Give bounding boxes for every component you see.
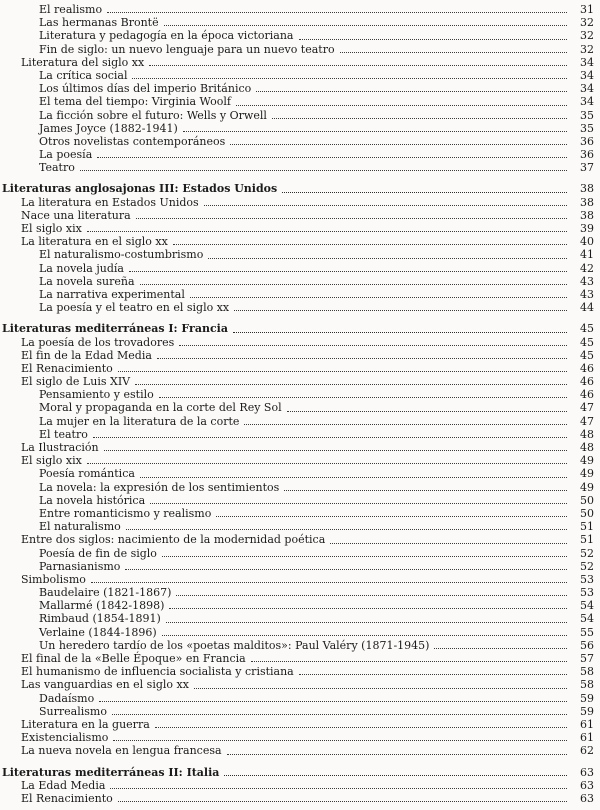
dot-leader [287,411,567,412]
page-number: 50 [580,493,594,507]
dot-leader [216,516,567,517]
dot-leader [136,218,567,219]
toc-row [0,454,600,467]
toc-row [0,122,600,135]
dot-leader [118,371,567,372]
toc-entry-title: La Edad Media [21,778,106,792]
toc-row [0,428,600,441]
toc-entry-title: El Renacimiento [21,791,113,805]
toc-entry-title: El final de la «Belle Époque» en Francia [21,652,246,665]
dot-leader [99,701,567,702]
toc-row [0,599,600,612]
page-number: 34 [580,68,594,82]
dot-leader [93,437,567,438]
page-number: 63 [580,791,594,805]
toc-entry-title: El Renacimiento [21,361,113,375]
dot-leader [244,424,567,425]
dot-leader [162,635,567,636]
toc-entry-title: La novela sureña [39,274,135,288]
toc-entry-title: Fin de siglo: un nuevo lenguaje para un nuevo teatro [39,42,335,56]
page-number: 59 [580,691,594,705]
dot-leader [135,384,567,385]
toc-row [0,148,600,161]
toc-row [0,494,600,507]
dot-leader [272,118,567,119]
toc-row [0,248,600,261]
toc-row [0,222,600,235]
toc-row [0,362,600,375]
toc-row [0,375,600,388]
toc-row [0,56,600,69]
page-number: 56 [580,638,594,652]
toc-row [0,82,600,95]
toc-row [0,109,600,122]
page-number: 43 [580,287,594,301]
toc-entry-title: Nace una literatura [21,208,131,222]
toc-entry-title: La poesía [39,148,93,162]
dot-leader [434,648,567,649]
toc-entry-title: Otros novelistas contemporáneos [39,134,226,148]
toc-entry-title: James Joyce (1882-1941) [39,121,178,135]
toc-entry-title: La narrativa experimental [39,287,185,301]
toc-entry-title: Literatura en la guerra [21,717,150,731]
toc-entry-title: Rimbaud (1854-1891) [39,612,161,626]
page-number: 42 [580,261,594,275]
page-number: 37 [580,161,594,175]
dot-leader [176,595,567,596]
toc-entry-title: El naturalismo-costumbrismo [39,248,204,262]
dot-leader [157,358,567,359]
page-number: 32 [580,42,594,56]
dot-leader [227,754,567,755]
page-number: 52 [580,559,594,573]
page-number: 46 [580,375,594,389]
page-number: 47 [580,401,594,415]
dot-leader [140,477,567,478]
page-number: 61 [580,731,594,745]
toc-entry-title: Simbolismo [21,572,86,586]
toc-row [0,718,600,731]
dot-leader [112,714,567,715]
dot-leader [107,12,567,13]
dot-leader [256,91,567,92]
toc-entry-title: La mujer en la literatura de la corte [39,414,240,428]
dot-leader [233,332,567,333]
toc-row [0,639,600,652]
page-number: 35 [580,108,594,122]
page-number: 35 [580,121,594,135]
toc-row [0,182,600,195]
toc-entry-title: La literatura en Estados Unidos [21,195,199,209]
dot-leader [155,727,567,728]
toc-row [0,69,600,82]
dot-leader [299,39,568,40]
toc-entry-title: Entre dos siglos: nacimiento de la modernidad poética [21,533,326,547]
dot-leader [230,144,567,145]
toc-entry-title: La novela judía [39,261,124,275]
dot-leader [282,192,567,193]
toc-row [0,275,600,288]
page-number: 49 [580,454,594,468]
toc-row [0,507,600,520]
toc-row [0,731,600,744]
dot-leader [129,271,567,272]
toc-row [0,349,600,362]
dot-leader [251,661,567,662]
toc-entry-title: Teatro [39,161,75,175]
page-number: 34 [580,55,594,69]
toc-row [0,262,600,275]
dot-leader [118,801,567,802]
toc-row [0,235,600,248]
page-number: 54 [580,599,594,613]
page-number: 45 [580,322,594,336]
page-number: 46 [580,388,594,402]
dot-leader [140,284,567,285]
dot-leader [190,297,567,298]
toc-row [0,612,600,625]
toc-entry-title: El humanismo de influencia socialista y cristiana [21,665,294,679]
page-number: 44 [580,301,594,315]
page-number: 52 [580,546,594,560]
toc-row [0,388,600,401]
page-number: 49 [580,467,594,481]
dot-leader [149,65,567,66]
page-number: 39 [580,222,594,235]
page-number: 45 [580,348,594,362]
toc-entry-title: Baudelaire (1821-1867) [39,586,172,600]
toc-entry-title: La ficción sobre el futuro: Wells y Orwell [39,108,267,122]
page-number: 47 [580,414,594,428]
page-number: 57 [580,652,594,665]
toc-row [0,533,600,546]
toc-entry-title: Las hermanas Brontë [39,16,159,30]
dot-leader [208,258,567,259]
toc-row [0,95,600,108]
page-number: 40 [580,235,594,249]
toc-entry-title: El realismo [39,3,103,16]
dot-leader [87,463,567,464]
toc-row [0,161,600,174]
toc-row [0,209,600,222]
dot-leader [284,490,567,491]
toc-row [0,415,600,428]
toc-entry-title: El teatro [39,427,88,441]
page-number: 61 [580,717,594,731]
toc-entry-title: Un heredero tardío de los «poetas malditos»: Paul Valéry (1871-1945) [39,638,430,652]
toc-entry-title: Literatura y pedagogía en la época victoriana [39,29,294,43]
toc-row [0,441,600,454]
toc-row [0,467,600,480]
toc-entry-title: Pensamiento y estilo [39,388,154,402]
toc-entry-title: La poesía y el teatro en el siglo xx [39,301,230,315]
dot-leader [125,569,567,570]
page-number: 58 [580,678,594,692]
dot-leader [126,529,567,530]
page-number: 51 [580,520,594,534]
dot-leader [110,788,567,789]
page-number: 32 [580,29,594,43]
toc-entry-title: Las vanguardias en el siglo xx [21,678,189,692]
toc-entry-title: El naturalismo [39,520,121,534]
dot-leader [80,170,567,171]
toc-row [0,401,600,414]
dot-leader [169,608,567,609]
dot-leader [204,205,567,206]
dot-leader [179,345,567,346]
toc-entry-title: Literatura del siglo xx [21,55,145,69]
toc-entry-title: El siglo xix [21,222,82,235]
dot-leader [113,740,567,741]
toc-row [0,586,600,599]
toc-row [0,196,600,209]
toc-entry-title: Existencialismo [21,731,109,745]
toc-entry-title: La poesía de los trovadores [21,335,175,349]
toc-row [0,779,600,792]
dot-leader [236,105,567,106]
toc-entry-title: El fin de la Edad Media [21,348,152,362]
dot-leader [132,78,567,79]
toc-entry-title: La nueva novela en lengua francesa [21,744,222,758]
toc-entry-title: La novela: la expresión de los sentimientos [39,480,280,494]
page-number: 49 [580,480,594,494]
page-number: 31 [580,3,594,16]
page-number: 50 [580,506,594,520]
toc-row [0,573,600,586]
dot-leader [299,674,567,675]
toc-row [0,792,600,805]
toc-entry-title: Mallarmé (1842-1898) [39,599,165,613]
toc-entry-title: La crítica social [39,68,128,82]
page-number: 51 [580,533,594,547]
dot-leader [224,775,567,776]
page-number: 34 [580,95,594,109]
toc-entry-title: Literaturas mediterráneas II: Italia [2,765,220,779]
dot-leader [162,556,567,557]
toc-entry-title: La Ilustración [21,441,99,454]
page-number: 48 [580,441,594,454]
toc-row [0,705,600,718]
toc-entry-title: Literaturas anglosajonas III: Estados Unidos [2,182,278,196]
toc-entry-title: El tema del tiempo: Virginia Woolf [39,95,231,109]
toc-entry-title: Poesía romántica [39,467,135,481]
page-number: 36 [580,148,594,162]
toc-entry-title: El siglo de Luis XIV [21,375,131,389]
toc-entry-title: Poesía de fin de siglo [39,546,157,560]
toc-row [0,678,600,691]
toc-entry-title: Dadaísmo [39,691,95,705]
page-number: 63 [580,765,594,779]
page-number: 58 [580,665,594,679]
page-number: 38 [580,182,594,196]
toc-row [0,652,600,665]
page-number: 55 [580,625,594,639]
dot-leader [173,244,567,245]
toc-entry-title: Verlaine (1844-1896) [39,625,157,639]
page-number: 48 [580,427,594,441]
dot-leader [330,543,567,544]
page-number: 45 [580,335,594,349]
dot-leader [87,231,567,232]
toc-row [0,560,600,573]
toc-row [0,766,600,779]
toc-row [0,665,600,678]
toc-row [0,626,600,639]
toc-row [0,29,600,42]
dot-leader [91,582,567,583]
page-number: 62 [580,744,594,758]
toc-entry-title: Literaturas mediterráneas I: Francia [2,322,228,336]
dot-leader [164,25,567,26]
toc-row [0,135,600,148]
toc-entry-title: Surrealismo [39,704,107,718]
toc-row [0,16,600,29]
dot-leader [150,503,567,504]
page-number: 63 [580,778,594,792]
toc-row [0,336,600,349]
toc-row [0,547,600,560]
page-number: 54 [580,612,594,626]
toc-entry-title: El siglo xix [21,454,82,468]
dot-leader [166,622,567,623]
toc-entry-title: Parnasianismo [39,559,121,573]
page-number: 41 [580,248,594,262]
page-number: 53 [580,586,594,600]
toc-row [0,520,600,533]
dot-leader [159,397,567,398]
toc-entry-title: La novela histórica [39,493,146,507]
dot-leader [183,131,567,132]
page-number: 43 [580,274,594,288]
toc-entry-title: Entre romanticismo y realismo [39,506,212,520]
toc-row [0,288,600,301]
toc-row [0,43,600,56]
page-number: 38 [580,195,594,209]
dot-leader [194,688,567,689]
toc-row [0,744,600,757]
toc-row [0,692,600,705]
page-number: 59 [580,704,594,718]
toc-row [0,322,600,335]
toc-row [0,3,600,16]
toc-entry-title: La literatura en el siglo xx [21,235,168,249]
dot-leader [234,310,567,311]
dot-leader [104,450,567,451]
page-number: 32 [580,16,594,30]
page-number: 36 [580,134,594,148]
toc-entry-title: Moral y propaganda en la corte del Rey Sol [39,401,282,415]
page-number: 38 [580,208,594,222]
page-number: 53 [580,572,594,586]
page-number: 46 [580,361,594,375]
toc-row [0,301,600,314]
page-number: 34 [580,82,594,96]
dot-leader [340,52,567,53]
dot-leader [97,157,567,158]
toc-entry-title: Los últimos días del imperio Británico [39,82,252,96]
toc-row [0,481,600,494]
